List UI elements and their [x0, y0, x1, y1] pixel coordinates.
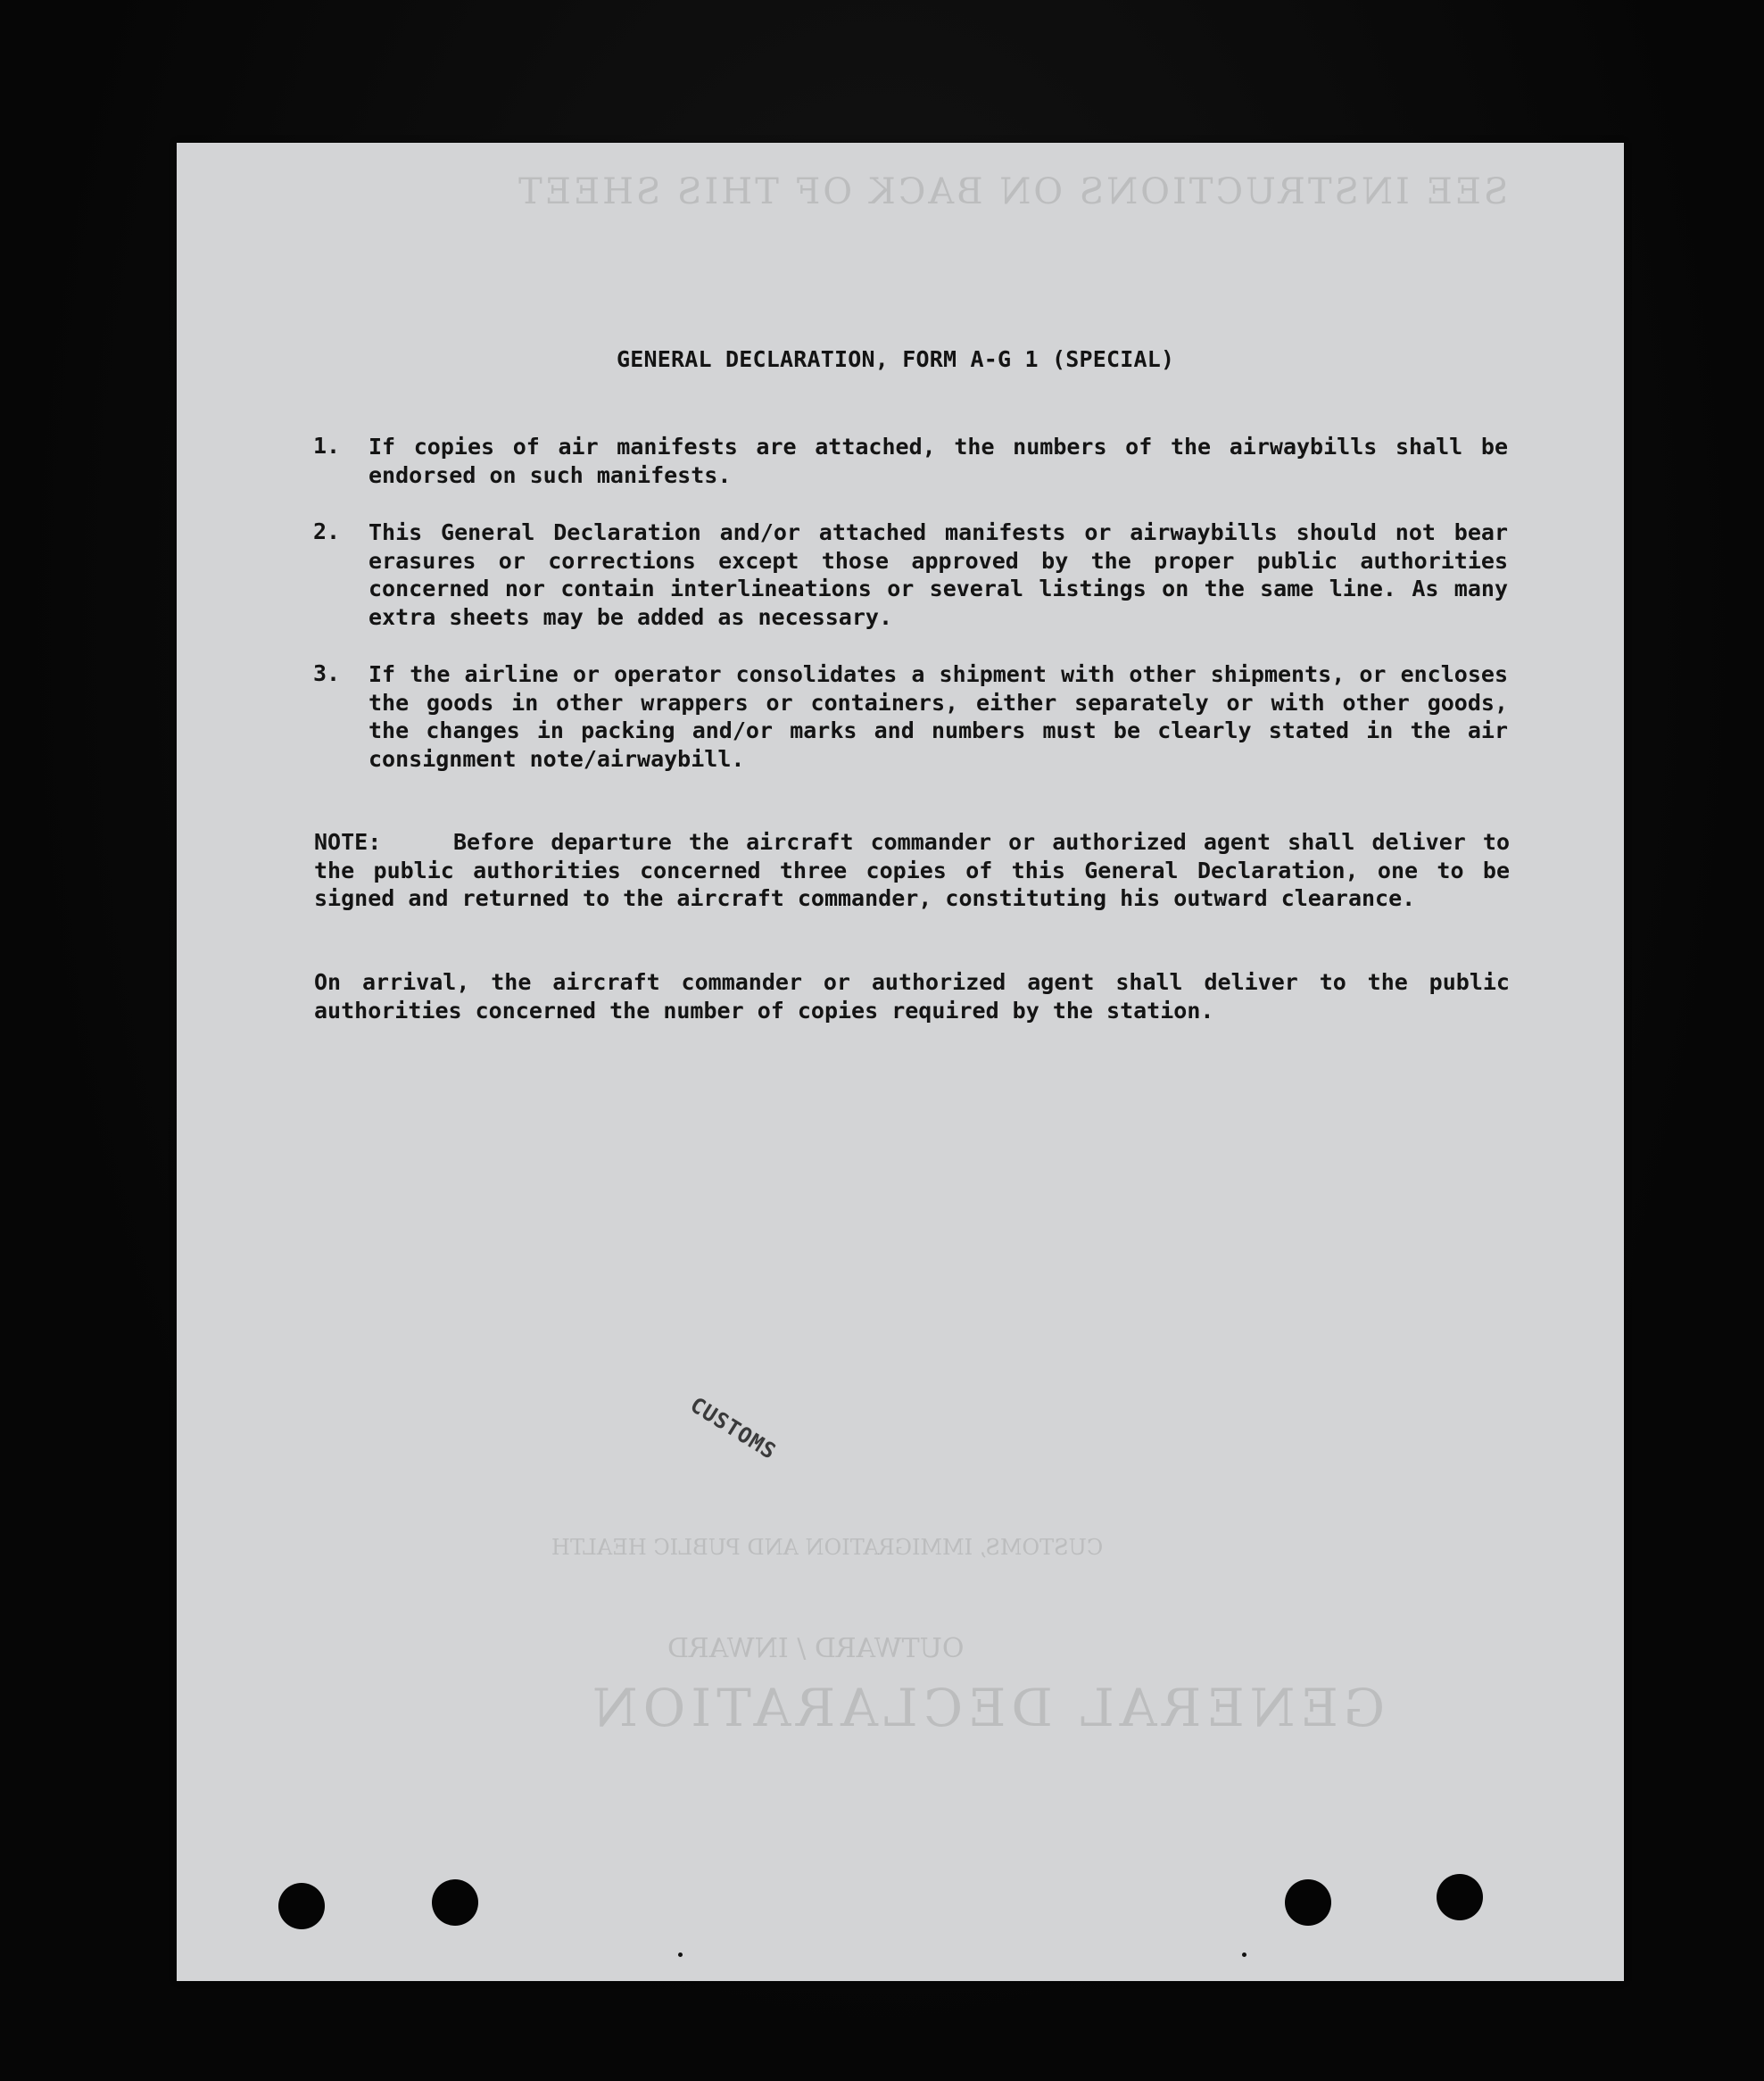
dust-speck [678, 1952, 683, 1957]
item-text: This General Declaration and/or attached manifests or airwaybills should not bear erasures or corrections except those approved by the proper public authorities concerned nor contain interlineations or several listings on the same line. As many extra sheets may be added as necessary. [369, 519, 1508, 630]
item-text: If copies of air manifests are attached, the numbers of the airwaybills shall be endorsed on such manifests. [369, 434, 1508, 488]
punch-hole [278, 1883, 325, 1929]
dust-speck [1242, 1952, 1246, 1957]
note-label: NOTE: [314, 829, 382, 855]
document-page [177, 143, 1624, 1981]
bleed-through-subheading: OUTWARD / INWARD [667, 1633, 965, 1664]
punch-hole [1437, 1874, 1483, 1920]
customs-stamp: CUSTOMS [685, 1392, 782, 1465]
item-text: If the airline or operator consolidates a shipment with other shipments, or encloses the goods in other wrappers or containers, either separately or with other goods, the changes in packing and/or marks and numbers must be clearly stated in the air consignment note/airwaybill. [369, 661, 1508, 772]
page-title: GENERAL DECLARATION, FORM A-G 1 (SPECIAL) [617, 346, 1175, 372]
punch-hole [1285, 1879, 1331, 1926]
item-number: 1. [313, 433, 341, 459]
note-paragraph [314, 828, 1510, 913]
note-text: Before departure the aircraft commander or authorized agent shall deliver to the public authorities concerned three copies of this General Declaration, one to be signed and returned to the aircraft commander, constituting his outward clearance. [314, 829, 1510, 911]
item-number: 3. [313, 660, 341, 686]
item-number: 2. [313, 518, 341, 544]
arrival-paragraph [314, 968, 1510, 1024]
bleed-through-heading: GENERAL DECLARATION [587, 1678, 1386, 1738]
punch-hole [432, 1879, 478, 1926]
bleed-through-top: SEE INSTRUCTIONS ON BACK OF THIS SHEET [516, 171, 1509, 212]
arrival-text: On arrival, the aircraft commander or authorized agent shall deliver to the public authorities concerned the number of copies required by the station. [314, 969, 1510, 1024]
bleed-through-line: CUSTOMS, IMMIGRATION AND PUBLIC HEALTH [551, 1535, 1104, 1560]
